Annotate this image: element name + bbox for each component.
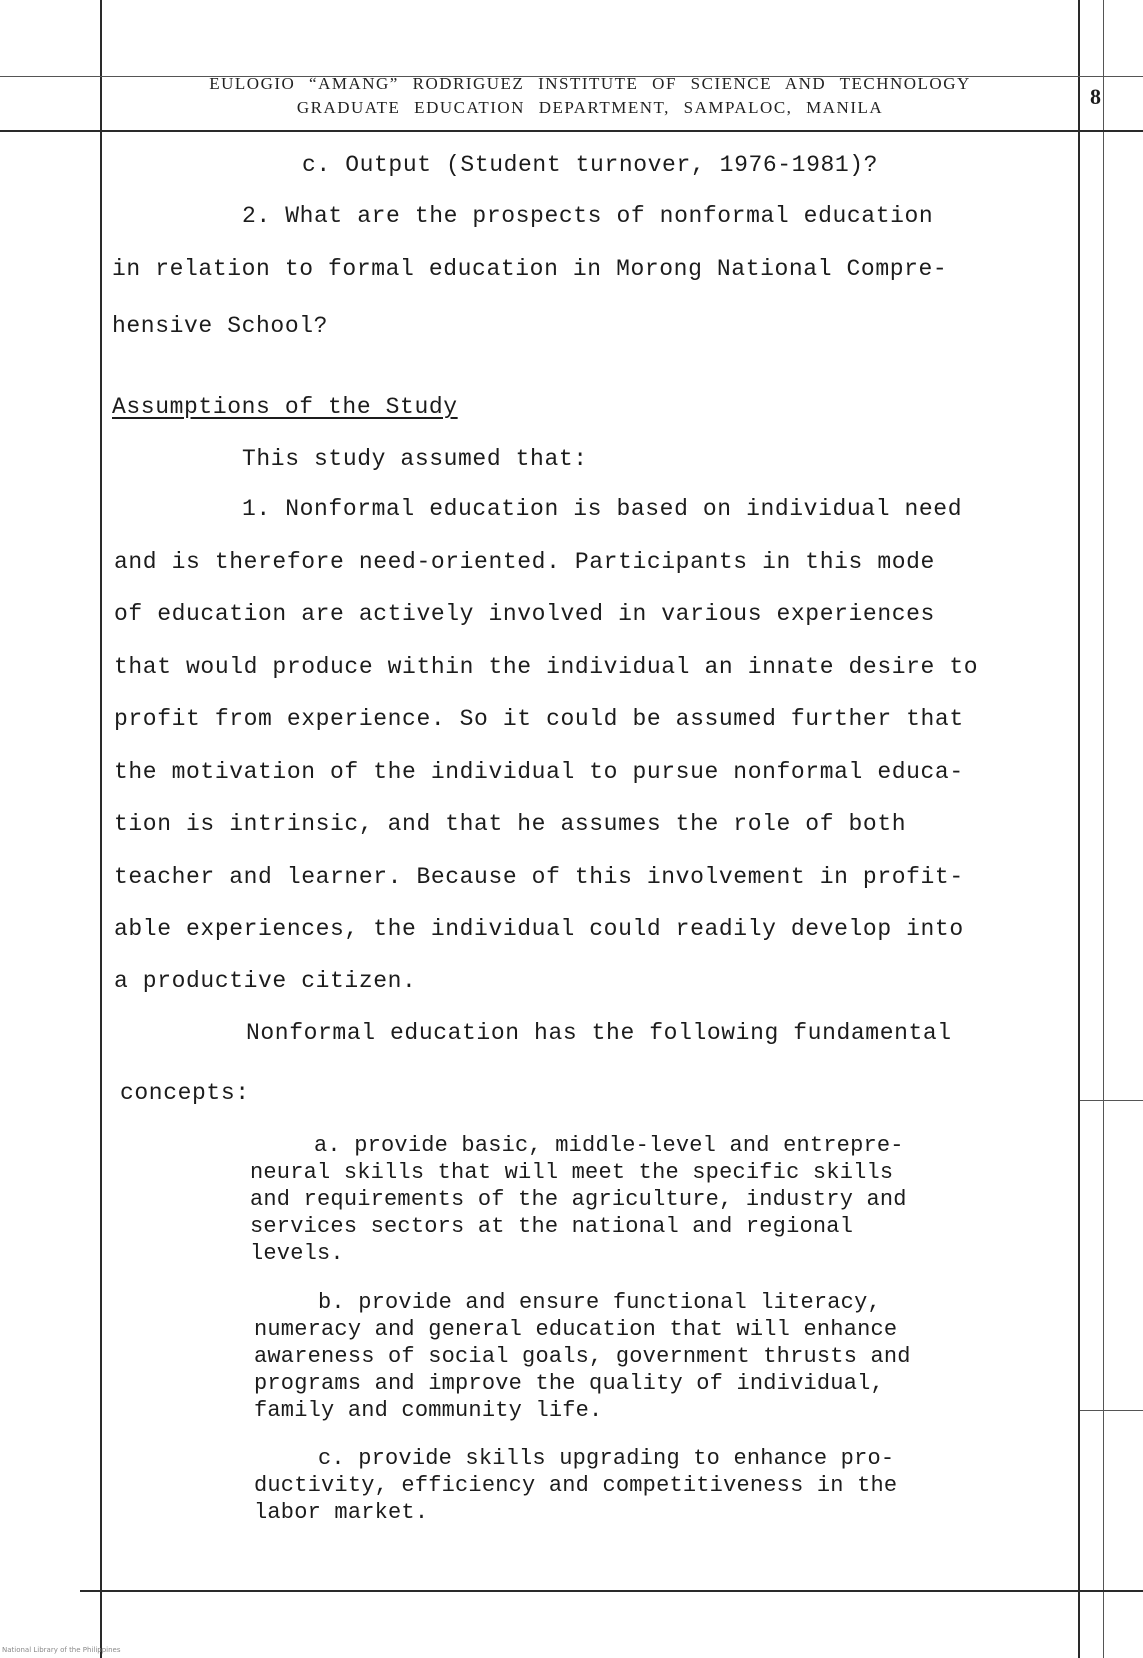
institution-name: EULOGIO “AMANG” RODRIGUEZ INSTITUTE OF SCIENCE AND TECHNOLOGY <box>209 74 971 93</box>
concept-c-line: labor market. <box>254 1500 429 1525</box>
concept-c-line: ductivity, efficiency and competitiveness in the <box>254 1473 898 1498</box>
concept-a-line: a. provide basic, middle-level and entrepre- <box>314 1133 904 1158</box>
scan-footnote: National Library of the Philippines <box>2 1646 121 1654</box>
body-line: 2. What are the prospects of nonformal education <box>242 203 934 229</box>
body-line: hensive School? <box>112 313 329 339</box>
footer-rule <box>80 1590 1143 1592</box>
concept-c-line: c. provide skills upgrading to enhance pro- <box>318 1446 895 1471</box>
body-line: teacher and learner. Because of this involvement in profit- <box>114 864 964 890</box>
left-margin-line <box>100 0 102 1658</box>
margin-tick <box>1080 1410 1143 1411</box>
body-line: of education are actively involved in various experiences <box>114 601 935 627</box>
body-line: c. Output (Student turnover, 1976-1981)? <box>302 152 879 178</box>
body-line: concepts: <box>120 1080 250 1106</box>
body-line: able experiences, the individual could readily develop into <box>114 916 964 942</box>
concept-b-line: awareness of social goals, government thrusts and <box>254 1344 911 1369</box>
body-line: Nonformal education has the following fundamental <box>246 1020 952 1046</box>
body-line: and is therefore need-oriented. Participants in this mode <box>114 549 935 575</box>
concept-b-line: programs and improve the quality of individual, <box>254 1371 884 1396</box>
concept-a-line: services sectors at the national and regional <box>250 1214 854 1239</box>
body-line: This study assumed that: <box>242 446 588 472</box>
concept-b-line: numeracy and general education that will enhance <box>254 1317 898 1342</box>
body-line: that would produce within the individual an innate desire to <box>114 654 979 680</box>
concept-a-line: levels. <box>250 1241 344 1266</box>
margin-tick <box>1080 1100 1143 1101</box>
concept-b-line: b. provide and ensure functional literacy, <box>318 1290 881 1315</box>
concept-b-line: family and community life. <box>254 1398 603 1423</box>
header-bottom-rule <box>0 130 1143 132</box>
body-line: profit from experience. So it could be assumed further that <box>114 706 964 732</box>
body-line: a productive citizen. <box>114 968 417 994</box>
concept-a-line: and requirements of the agriculture, industry and <box>250 1187 907 1212</box>
body-line: the motivation of the individual to pursue nonformal educa- <box>114 759 964 785</box>
body-line: tion is intrinsic, and that he assumes the role of both <box>114 811 907 837</box>
page-number: 8 <box>1090 84 1101 109</box>
body-line: in relation to formal education in Morong National Compre- <box>112 256 948 282</box>
concept-a-line: neural skills that will meet the specific skills <box>250 1160 894 1185</box>
body-line: 1. Nonformal education is based on individual need <box>242 496 963 522</box>
section-heading: Assumptions of the Study <box>112 394 458 420</box>
department-address: GRADUATE EDUCATION DEPARTMENT, SAMPALOC, MANILA <box>296 98 884 117</box>
